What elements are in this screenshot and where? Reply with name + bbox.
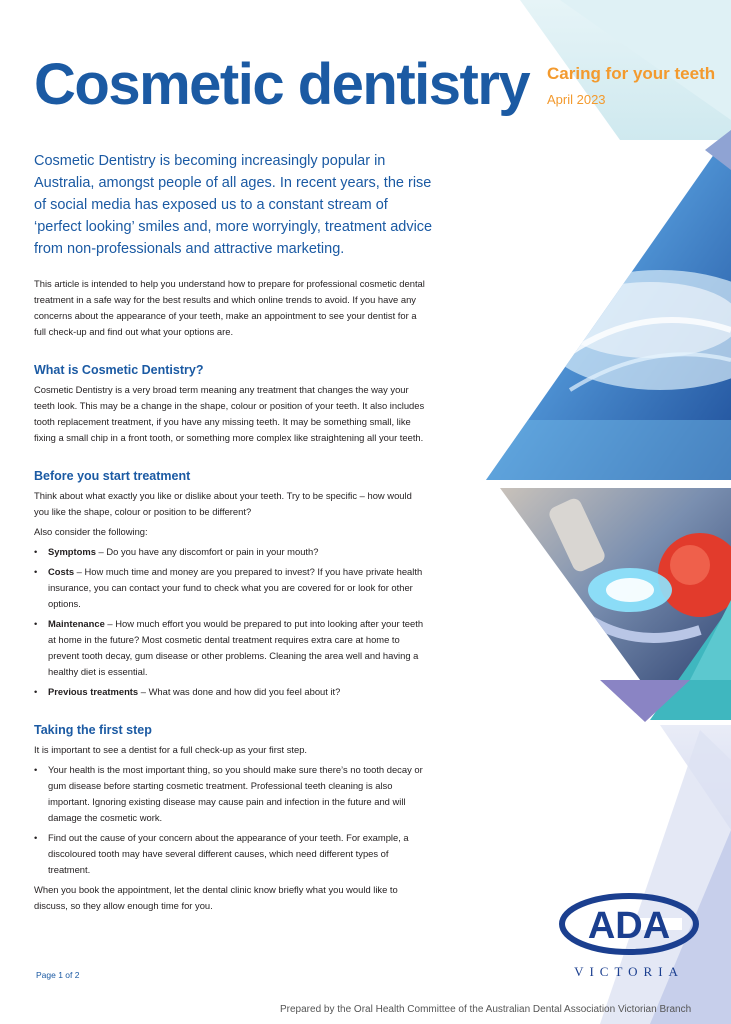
aligner-photo bbox=[486, 130, 731, 480]
list-item bbox=[34, 544, 426, 560]
section-paragraph: It is important to see a dentist for a full check-up as your first step. bbox=[34, 744, 308, 755]
logo-subtitle: VICTORIA bbox=[574, 964, 684, 979]
lead-paragraph: This article is intended to help you understand how to prepare for professional cosmetic dental treatment in a safe way for the best results and which online trends to avoid. If you have any concerns about the appearance of your teeth, make an appointment to see your dentist for a full check-up and find out what your options are. bbox=[34, 278, 425, 337]
list-item: • Your health is the most important thing, so you should make sure there’s no tooth decay or gum disease before starting cosmetic treatment. Professional teeth cleaning is also important. Ignoring existing disease may cause pain and infection in the future and will damage the cosmetic work. bbox=[34, 762, 426, 826]
logo-letters: ADA bbox=[587, 905, 671, 947]
closing-paragraph: When you book the appointment, let the dental clinic know briefly what you would like to discuss, so they allow enough time for you. bbox=[34, 884, 398, 911]
page-title: Cosmetic dentistry bbox=[34, 52, 530, 117]
section-heading: Taking the first step bbox=[34, 723, 152, 737]
issue-date: April 2023 bbox=[547, 92, 606, 107]
section-heading: What is Cosmetic Dentistry? bbox=[34, 363, 204, 377]
list-item-text: – How much time and money are you prepared to invest? If you have private health insurance, you can contact your fund to check what you are covered for or look for other options. bbox=[48, 566, 423, 609]
list-item-term: Maintenance bbox=[48, 618, 105, 629]
page-number: Page 1 of 2 bbox=[36, 970, 80, 980]
list-item bbox=[34, 684, 426, 700]
list-item-text: – Do you have any discomfort or pain in your mouth? bbox=[95, 546, 319, 557]
list-item-text: – What was done and how did you feel about it? bbox=[138, 686, 341, 697]
list-item-term: Symptoms bbox=[48, 546, 96, 557]
considerations-list bbox=[34, 544, 426, 700]
intro-paragraph: Cosmetic Dentistry is becoming increasingly popular in Australia, amongst people of all ages. In recent years, the rise of social media has exposed us to a constant stream of ‘perfect looking’ smiles and, more worryingly, treatment advice from non-professionals and attractive marketing. bbox=[34, 153, 433, 257]
ada-victoria-logo bbox=[558, 890, 700, 982]
section-paragraph: Also consider the following: bbox=[34, 526, 148, 537]
first-step-list bbox=[34, 762, 426, 878]
list-item: • Find out the cause of your concern about the appearance of your teeth. For example, a discoloured tooth may have several different causes, which need different types of treatment. bbox=[34, 830, 426, 878]
prepared-by-footer: Prepared by the Oral Health Committee of the Australian Dental Association Victorian Branch bbox=[280, 1004, 692, 1015]
list-item-text: – How much effort you would be prepared to put into looking after your teeth at home in the future? Most cosmetic dental treatment requires extra care at home to prevent tooth decay, gum disease or other problems. Cleaning the area well and having a healthy diet is essential. bbox=[48, 618, 424, 677]
section-paragraph: Cosmetic Dentistry is a very broad term meaning any treatment that changes the way your teeth look. This may be a change in the shape, colour or position of your teeth. It also includes tooth replacement treatment, if you have any missing teeth. It may be something small, like fixing a small chip in a front tooth, or something more complex like straightening all your teeth. bbox=[34, 384, 425, 443]
series-title: Caring for your teeth bbox=[547, 64, 716, 83]
section-heading: Before you start treatment bbox=[34, 469, 191, 483]
list-item bbox=[34, 564, 426, 612]
list-item-term: Costs bbox=[48, 566, 75, 577]
section-paragraph: Think about what exactly you like or dislike about your teeth. Try to be specific – how would you like the shape, colour or position to be different? bbox=[34, 490, 412, 517]
article-body bbox=[34, 276, 426, 914]
list-item-term: Previous treatments bbox=[48, 686, 139, 697]
list-item bbox=[34, 616, 426, 680]
